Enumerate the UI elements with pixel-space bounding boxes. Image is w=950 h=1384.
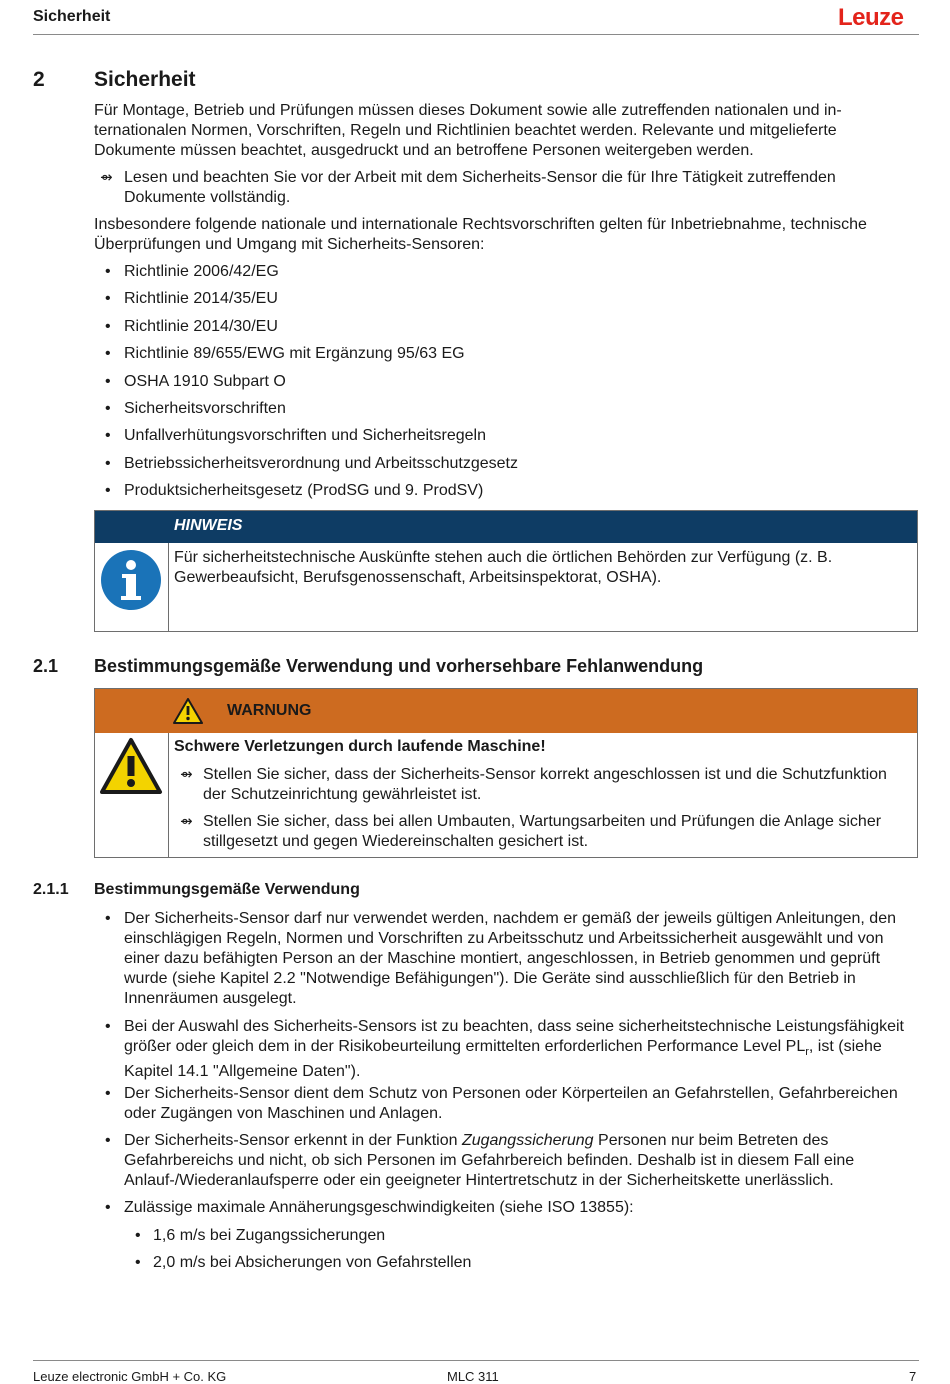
footer-company: Leuze electronic GmbH + Co. KG <box>33 1369 227 1384</box>
leuze-logo: Leuze <box>838 4 904 31</box>
list-item: • Produktsicherheitsgesetz (ProdSG und 9. ProdSV) <box>105 482 484 499</box>
list-item: • Bei der Auswahl des Sicherheits-Sensors ist zu beachten, dass seine sicherheitstechnische Leistungsfähigkeit größer oder gleich dem in der Risikobeurteilung ermittelten erforderlichen Performance Level $PL_r$, ist (siehe Kapitel 14.1 "Allgemeine Daten"). <box>105 1018 904 1081</box>
warning-title: Schwere Verletzungen durch laufende Maschine! <box>174 738 546 755</box>
running-header-section: Sicherheit <box>33 8 111 25</box>
subsection-title: Bestimmungsgemäße Verwendung <box>94 881 360 898</box>
sub-list-item: • 1,6 m/s bei Zugangssicherungen <box>135 1227 386 1244</box>
sub-list-item: • 2,0 m/s bei Absicherungen von Gefahrstellen <box>135 1254 472 1271</box>
chapter-number: 2 <box>33 68 45 91</box>
regulations-intro: Insbesondere folgende nationale und internationale Rechtsvorschriften gelten für Inbetriebnahme, technische Überprüfungen und Umgang mit Sicherheits-Sensoren: <box>94 216 867 253</box>
list-item: • Richtlinie 89/655/EWG mit Ergänzung 95/63 EG <box>105 345 465 362</box>
list-item: • Der Sicherheits-Sensor erkennt in der Funktion Zugangssicherung Personen nur beim Betreten des Gefahrbereichs und nicht, ob sich Personen im Gefahrbereich befinden. Deshalb ist in diesem Fall eine Anlauf-/Wiederanlaufsperre oder ein geeigneter Hintertretschutz in der Sicherheitskette unerlässlich. <box>105 1132 855 1189</box>
notice-label: HINWEIS <box>174 517 243 534</box>
list-item: • Betriebssicherheitsverordnung und Arbeitsschutzgesetz <box>105 455 518 472</box>
footer-product: MLC 311 <box>447 1369 499 1384</box>
action-arrow-icon: ⇴ <box>100 169 113 186</box>
list-item: • Richtlinie 2006/42/EG <box>105 263 279 280</box>
section-title: Bestimmungsgemäße Verwendung und vorhersehbare Fehlanwendung <box>94 656 704 676</box>
warning-action: ⇴ Stellen Sie sicher, dass bei allen Umbauten, Wartungsarbeiten und Prüfungen die Anlage sicher stillgesetzt und gegen Wiedereinschalten gesichert ist. <box>180 813 882 850</box>
list-item: • Der Sicherheits-Sensor darf nur verwendet werden, nachdem er gemäß der jeweils gültigen Anleitungen, den einschlägigen Regeln, Normen und Vorschriften zu Arbeitsschutz und Arbeitssicherheit ausgewählt und von einer dazu befähigten Person an der Maschine montiert, angeschlossen, in Betrieb genommen und geprüft wurde (siehe Kapitel 2.2 "Notwendige Befähigungen"). Die Geräte sind ausschließlich für den Betrieb in Innenräumen ausgelegt. <box>105 910 896 1007</box>
notice-text: Für sicherheitstechnische Auskünfte stehen auch die örtlichen Behörden zur Verfügung (z. B. Gewerbeaufsicht, Berufsgenossenschaft, Arbeitsinspektorat, OSHA). <box>174 549 833 586</box>
warning-header-bar <box>95 689 917 733</box>
intro-paragraph: Für Montage, Betrieb und Prüfungen müssen dieses Dokument sowie alle zutreffenden nationalen und internationalen Normen, Vorschriften, Regeln und Richtlinien beachtet werden. Relevante und mitgelieferte Dokumente müssen beachtet, ausgedruckt und an betroffene Personen weitergeben werden. <box>94 102 842 159</box>
header-rule <box>33 34 919 35</box>
subsection-number: 2.1.1 <box>33 881 69 898</box>
action-step <box>94 168 910 208</box>
warning-triangle-icon <box>173 698 203 729</box>
notice-box <box>94 510 918 632</box>
action-step-text: Lesen und beachten Sie vor der Arbeit mit dem Sicherheits-Sensor die für Ihre Tätigkeit zutreffenden Dokumente vollständig. <box>124 169 836 206</box>
list-item: • Unfallverhütungsvorschriften und Sicherheitsregeln <box>105 427 486 444</box>
page-number: 7 <box>909 1369 917 1384</box>
list-item: • OSHA 1910 Subpart O <box>105 373 286 390</box>
info-icon <box>100 549 162 616</box>
list-item: • Richtlinie 2014/35/EU <box>105 290 278 307</box>
footer-rule <box>33 1360 919 1361</box>
list-item: • Der Sicherheits-Sensor dient dem Schutz von Personen oder Körperteilen an Gefahrstellen, Gefahrbereichen oder Zugängen von Maschinen und Anlagen. <box>105 1085 898 1122</box>
warning-label: WARNUNG <box>227 702 312 719</box>
warning-triangle-icon <box>99 737 163 800</box>
action-arrow-icon: ⇴ <box>180 813 193 830</box>
list-item: • Richtlinie 2014/30/EU <box>105 318 278 335</box>
warning-action: ⇴ Stellen Sie sicher, dass der Sicherheits-Sensor korrekt angeschlossen ist und die Schutzfunktion der Schutzeinrichtung gewährleistet ist. <box>180 766 887 803</box>
notice-header-bar <box>95 511 917 543</box>
warning-box <box>94 688 918 858</box>
list-item: • Sicherheitsvorschriften <box>105 400 286 417</box>
section-number: 2.1 <box>33 656 59 676</box>
chapter-title: Sicherheit <box>94 68 196 91</box>
action-arrow-icon: ⇴ <box>180 766 193 783</box>
list-item: • Zulässige maximale Annäherungsgeschwindigkeiten (siehe ISO 13855): <box>105 1199 634 1216</box>
